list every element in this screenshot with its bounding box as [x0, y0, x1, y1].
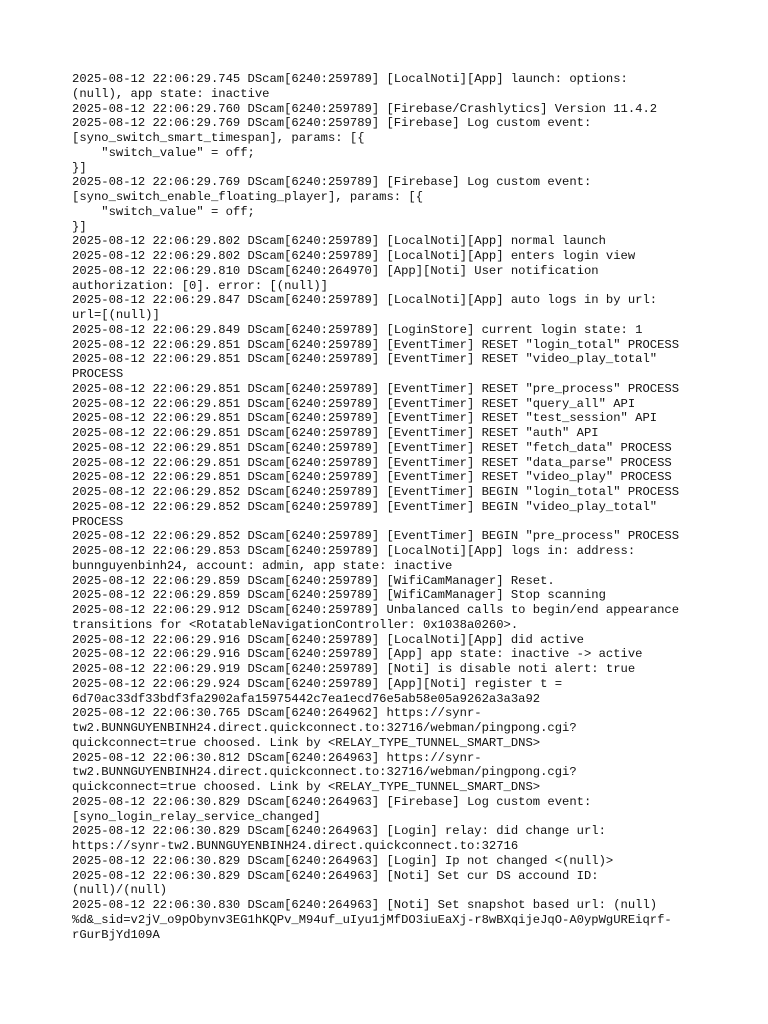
- log-line: 2025-08-12 22:06:29.802 DScam[6240:259789] [LocalNoti][App] enters login view: [72, 249, 636, 263]
- log-line: "switch_value" = off;: [72, 204, 255, 219]
- log-line: (null), app state: inactive: [72, 86, 270, 101]
- log-document: [72, 72, 712, 952]
- log-line: 2025-08-12 22:06:29.851 DScam[6240:259789] [EventTimer] RESET "fetch_data" PROCESS: [72, 440, 672, 455]
- log-line: 2025-08-12 22:06:29.851 DScam[6240:259789] [EventTimer] RESET "test_session" API: [72, 411, 658, 426]
- log-line: PROCESS: [72, 367, 124, 381]
- log-line: [syno_switch_enable_floating_player], params: [{: [72, 190, 424, 204]
- log-line: https://synr-tw2.BUNNGUYENBINH24.direct.quickconnect.to:32716: [72, 839, 519, 853]
- log-line: 2025-08-12 22:06:29.859 DScam[6240:259789] [WifiCamManager] Reset.: [72, 573, 555, 588]
- log-line: authorization: [0]. error: [(null)]: [72, 278, 328, 293]
- log-line: }]: [72, 160, 87, 175]
- log-line: PROCESS: [72, 514, 124, 529]
- log-line: 2025-08-12 22:06:29.851 DScam[6240:259789] [EventTimer] RESET "query_all" API: [72, 396, 636, 411]
- log-line: 2025-08-12 22:06:29.924 DScam[6240:259789] [App][Noti] register t =: [72, 676, 563, 691]
- log-line: 2025-08-12 22:06:29.851 DScam[6240:259789] [EventTimer] RESET "data_parse" PROCESS: [72, 455, 672, 470]
- log-line: [syno_switch_smart_timespan], params: [{: [72, 131, 365, 145]
- log-line: 6d70ac33df33bdf3fa2902afa15975442c7ea1ecd76e5ab58e05a9262a3a3a92: [72, 691, 541, 706]
- log-line: 2025-08-12 22:06:29.745 DScam[6240:259789] [LocalNoti][App] launch: options:: [72, 72, 628, 86]
- log-line: 2025-08-12 22:06:29.851 DScam[6240:259789] [EventTimer] RESET "video_play_total": [72, 352, 658, 367]
- log-line: quickconnect=true choosed. Link by <RELAY_TYPE_TUNNEL_SMART_DNS>: [72, 735, 541, 750]
- log-line: 2025-08-12 22:06:29.859 DScam[6240:259789] [WifiCamManager] Stop scanning: [72, 588, 606, 603]
- log-line: 2025-08-12 22:06:29.912 DScam[6240:259789] Unbalanced calls to begin/end appearance: [72, 603, 680, 617]
- log-line: 2025-08-12 22:06:30.812 DScam[6240:264963] https://synr-: [72, 750, 482, 765]
- log-line: rGurBjYd109A: [72, 927, 160, 942]
- log-line: 2025-08-12 22:06:29.852 DScam[6240:259789] [EventTimer] BEGIN "pre_process" PROCESS: [72, 529, 680, 544]
- log-line: 2025-08-12 22:06:29.919 DScam[6240:259789] [Noti] is disable noti alert: true: [72, 662, 636, 676]
- log-line: 2025-08-12 22:06:29.916 DScam[6240:259789] [LocalNoti][App] did active: [72, 632, 584, 647]
- log-line: 2025-08-12 22:06:29.916 DScam[6240:259789] [App] app state: inactive -> active: [72, 647, 643, 662]
- log-line: }]: [72, 219, 87, 234]
- log-line: 2025-08-12 22:06:30.829 DScam[6240:264963] [Noti] Set cur DS accound ID:: [72, 868, 599, 883]
- log-line: 2025-08-12 22:06:29.851 DScam[6240:259789] [EventTimer] RESET "auth" API: [72, 426, 599, 440]
- log-line: 2025-08-12 22:06:29.769 DScam[6240:259789] [Firebase] Log custom event:: [72, 175, 592, 190]
- log-line: 2025-08-12 22:06:30.829 DScam[6240:264963] [Firebase] Log custom event:: [72, 794, 592, 809]
- log-line: 2025-08-12 22:06:29.853 DScam[6240:259789] [LocalNoti][App] logs in: address:: [72, 544, 636, 558]
- log-text: [72, 72, 712, 942]
- log-line: quickconnect=true choosed. Link by <RELAY_TYPE_TUNNEL_SMART_DNS>: [72, 780, 541, 794]
- log-line: 2025-08-12 22:06:29.810 DScam[6240:264970] [App][Noti] User notification: [72, 263, 599, 278]
- log-line: 2025-08-12 22:06:29.851 DScam[6240:259789] [EventTimer] RESET "login_total" PROCESS: [72, 337, 680, 352]
- log-line: tw2.BUNNGUYENBINH24.direct.quickconnect.to:32716/webman/pingpong.cgi?: [72, 721, 577, 735]
- log-line: 2025-08-12 22:06:29.769 DScam[6240:259789] [Firebase] Log custom event:: [72, 116, 592, 131]
- log-line: 2025-08-12 22:06:29.760 DScam[6240:259789] [Firebase/Crashlytics] Version 11.4.2: [72, 101, 658, 116]
- log-line: 2025-08-12 22:06:29.847 DScam[6240:259789] [LocalNoti][App] auto logs in by url:: [72, 293, 658, 308]
- log-line: 2025-08-12 22:06:29.851 DScam[6240:259789] [EventTimer] RESET "video_play" PROCESS: [72, 470, 672, 485]
- log-line: 2025-08-12 22:06:29.802 DScam[6240:259789] [LocalNoti][App] normal launch: [72, 234, 606, 249]
- log-line: 2025-08-12 22:06:29.851 DScam[6240:259789] [EventTimer] RESET "pre_process" PROCESS: [72, 381, 680, 396]
- log-line: (null)/(null): [72, 883, 168, 898]
- log-line: %d&_sid=v2jV_o9pObynv3EG1hKQPv_M94uf_uIyu1jMfDO3iuEaXj-r8wBXqijeJqO-A0ypWgUREiqrf-: [72, 912, 672, 927]
- log-line: 2025-08-12 22:06:30.829 DScam[6240:264963] [Login] Ip not changed <(null)>: [72, 853, 614, 868]
- log-line: 2025-08-12 22:06:30.829 DScam[6240:264963] [Login] relay: did change url:: [72, 824, 606, 839]
- log-line: bunnguyenbinh24, account: admin, app state: inactive: [72, 558, 453, 573]
- log-line: 2025-08-12 22:06:30.765 DScam[6240:264962] https://synr-: [72, 706, 482, 721]
- log-line: tw2.BUNNGUYENBINH24.direct.quickconnect.to:32716/webman/pingpong.cgi?: [72, 765, 577, 780]
- log-line: 2025-08-12 22:06:29.852 DScam[6240:259789] [EventTimer] BEGIN "video_play_total": [72, 499, 658, 514]
- log-line: 2025-08-12 22:06:29.852 DScam[6240:259789] [EventTimer] BEGIN "login_total" PROCESS: [72, 485, 680, 499]
- log-line: 2025-08-12 22:06:29.849 DScam[6240:259789] [LoginStore] current login state: 1: [72, 322, 643, 337]
- log-line: [syno_login_relay_service_changed]: [72, 809, 321, 824]
- log-line: url=[(null)]: [72, 308, 160, 322]
- log-line: "switch_value" = off;: [72, 145, 255, 160]
- log-line: transitions for <RotatableNavigationController: 0x1038a0260>.: [72, 617, 519, 632]
- log-line: 2025-08-12 22:06:30.830 DScam[6240:264963] [Noti] Set snapshot based url: (null): [72, 898, 658, 912]
